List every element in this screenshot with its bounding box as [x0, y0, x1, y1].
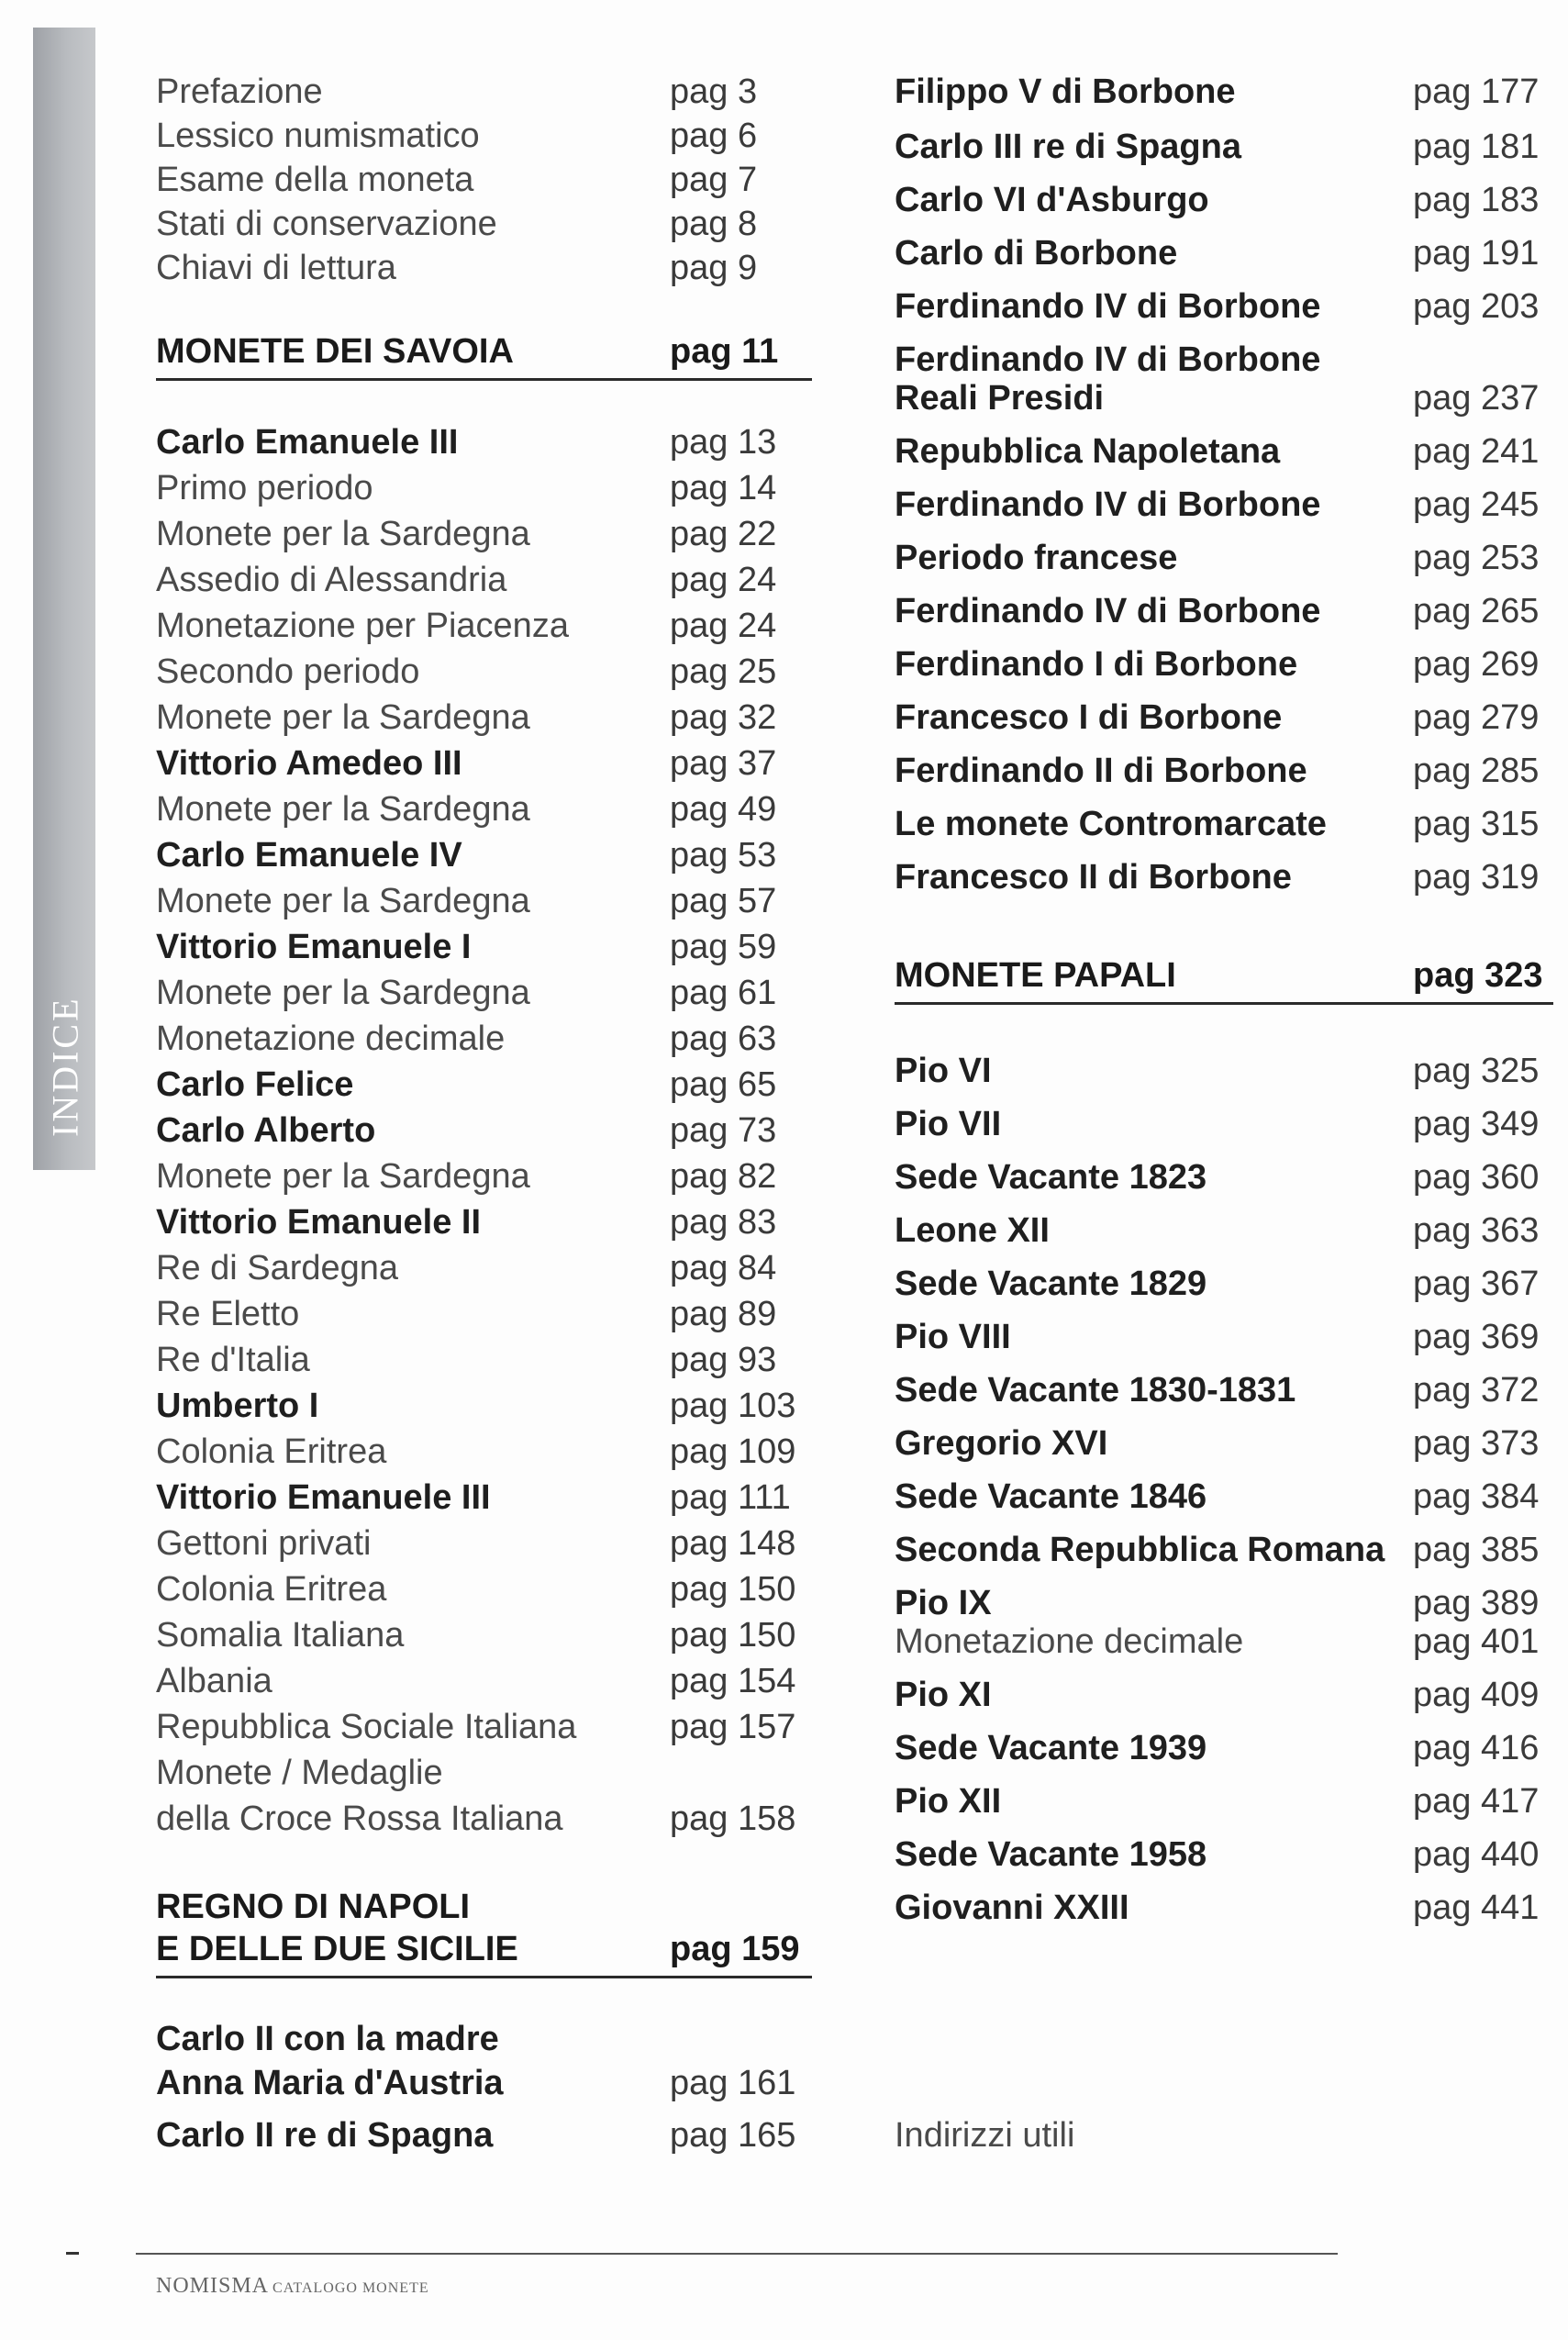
toc-entry-label: Monete per la Sardegna — [156, 698, 530, 737]
toc-entry-label: Assedio di Alessandria — [156, 561, 507, 599]
toc-entry-page: pag 61 — [670, 974, 777, 1012]
toc-entry-page: pag 13 — [670, 423, 777, 462]
toc-entry-page: pag 279 — [1413, 698, 1540, 737]
toc-entry-label: Pio VI — [895, 1052, 992, 1090]
toc-entry-page: pag 372 — [1413, 1371, 1540, 1410]
toc-entry-label: Pio XII — [895, 1782, 1002, 1821]
toc-entry-label: Carlo Emanuele IV — [156, 836, 462, 875]
toc-entry-label: Carlo Emanuele III — [156, 423, 459, 462]
toc-entry-label: Carlo II con la madre — [156, 2020, 499, 2058]
toc-entry-page: pag 9 — [670, 249, 758, 287]
toc-entry-label: Somalia Italiana — [156, 1616, 405, 1655]
side-tab-label: INDICE — [44, 996, 86, 1137]
toc-entry-label: Chiavi di lettura — [156, 249, 396, 287]
toc-entry-page: pag 389 — [1413, 1584, 1540, 1622]
toc-entry-page: pag 8 — [670, 205, 758, 243]
toc-entry-label: Monetazione decimale — [156, 1020, 506, 1058]
toc-entry-page: pag 73 — [670, 1111, 777, 1150]
toc-entry-page: pag 7 — [670, 161, 758, 199]
toc-entry-page: pag 150 — [670, 1616, 796, 1655]
toc-entry-label: Vittorio Emanuele I — [156, 928, 472, 966]
toc-entry-label: Monete per la Sardegna — [156, 790, 530, 829]
section-page-number: pag 323 — [1413, 956, 1543, 995]
toc-entry-label: Filippo V di Borbone — [895, 72, 1236, 111]
toc-entry-label: Repubblica Sociale Italiana — [156, 1708, 577, 1746]
section-rule — [895, 1002, 1553, 1005]
toc-entry-label: Monete per la Sardegna — [156, 974, 530, 1012]
toc-entry-label: Monete per la Sardegna — [156, 1157, 530, 1196]
toc-entry-page: pag 349 — [1413, 1105, 1540, 1143]
toc-entry-label: Francesco I di Borbone — [895, 698, 1283, 737]
toc-entry-label: Vittorio Emanuele II — [156, 1203, 482, 1242]
toc-entry-page: pag 384 — [1413, 1477, 1540, 1516]
section-page-number: pag 11 — [670, 332, 779, 371]
toc-entry-page: pag 65 — [670, 1065, 777, 1104]
toc-entry-page: pag 14 — [670, 469, 777, 507]
toc-entry-label: Sede Vacante 1846 — [895, 1477, 1207, 1516]
toc-entry-label: Lessico numismatico — [156, 117, 480, 155]
section-rule — [156, 1976, 812, 1978]
toc-entry-page: pag 360 — [1413, 1158, 1540, 1197]
toc-entry-page: pag 150 — [670, 1570, 796, 1609]
toc-entry-page: pag 325 — [1413, 1052, 1540, 1090]
footer-rule — [136, 2253, 1338, 2255]
toc-entry-page: pag 89 — [670, 1295, 777, 1333]
section-heading: MONETE PAPALI — [895, 956, 1176, 995]
toc-entry-page: pag 417 — [1413, 1782, 1540, 1821]
toc-entry-page: pag 154 — [670, 1662, 796, 1700]
toc-entry-label: Stati di conservazione — [156, 205, 497, 243]
toc-entry-page: pag 401 — [1413, 1622, 1540, 1661]
toc-entry-page: pag 148 — [670, 1524, 796, 1563]
toc-entry-label: Ferdinando IV di Borbone — [895, 287, 1321, 326]
toc-entry-page: pag 161 — [670, 2064, 796, 2102]
toc-entry-page: pag 49 — [670, 790, 777, 829]
toc-entry-label: Reali Presidi — [895, 379, 1105, 418]
toc-entry-label: Gettoni privati — [156, 1524, 372, 1563]
toc-entry-label: Ferdinando IV di Borbone — [895, 485, 1321, 524]
toc-entry-label: Francesco II di Borbone — [895, 858, 1292, 897]
toc-entry-page: pag 385 — [1413, 1531, 1540, 1569]
toc-entry-page: pag 59 — [670, 928, 777, 966]
toc-entry-label: Ferdinando IV di Borbone — [895, 340, 1321, 379]
toc-entry-label: Monete per la Sardegna — [156, 515, 530, 553]
footer-brand: NOMISMA — [156, 2274, 270, 2298]
toc-entry-page: pag 237 — [1413, 379, 1540, 418]
toc-entry-label: Pio VIII — [895, 1318, 1011, 1356]
toc-entry-label: Ferdinando II di Borbone — [895, 752, 1307, 790]
section-heading: MONETE DEI SAVOIA — [156, 332, 514, 371]
footer — [156, 2274, 429, 2299]
toc-entry-label: Sede Vacante 1829 — [895, 1265, 1207, 1303]
toc-entry-page: pag 24 — [670, 607, 777, 645]
toc-entry-page: pag 369 — [1413, 1318, 1540, 1356]
toc-entry-page: pag 165 — [670, 2116, 796, 2155]
toc-entry-label: Re d'Italia — [156, 1341, 310, 1379]
toc-entry-page: pag 32 — [670, 698, 777, 737]
toc-entry-page: pag 83 — [670, 1203, 777, 1242]
toc-entry-page: pag 416 — [1413, 1729, 1540, 1767]
toc-entry-page: pag 319 — [1413, 858, 1540, 897]
toc-entry-label: Carlo III re di Spagna — [895, 128, 1241, 166]
toc-entry-label: Esame della moneta — [156, 161, 474, 199]
toc-entry-label: Indirizzi utili — [895, 2116, 1075, 2155]
toc-entry-page: pag 82 — [670, 1157, 777, 1196]
toc-entry-page: pag 177 — [1413, 72, 1540, 111]
toc-entry-label: della Croce Rossa Italiana — [156, 1800, 563, 1838]
section-heading-line2: E DELLE DUE SICILIE — [156, 1930, 518, 1968]
footer-sub-brand: CATALOGO MONETE — [272, 2280, 429, 2296]
toc-entry-page: pag 22 — [670, 515, 777, 553]
toc-entry-page: pag 315 — [1413, 805, 1540, 843]
toc-entry-page: pag 241 — [1413, 432, 1540, 471]
toc-entry-label: Re di Sardegna — [156, 1249, 399, 1287]
toc-entry-label: Albania — [156, 1662, 272, 1700]
toc-entry-page: pag 63 — [670, 1020, 777, 1058]
section-heading: REGNO DI NAPOLI — [156, 1888, 471, 1926]
toc-entry-label: Carlo Alberto — [156, 1111, 376, 1150]
toc-entry-label: Sede Vacante 1830-1831 — [895, 1371, 1296, 1410]
toc-entry-label: Vittorio Emanuele III — [156, 1478, 491, 1517]
toc-entry-page: pag 6 — [670, 117, 758, 155]
toc-entry-label: Repubblica Napoletana — [895, 432, 1281, 471]
toc-entry-label: Ferdinando I di Borbone — [895, 645, 1298, 684]
toc-entry-page: pag 3 — [670, 72, 758, 111]
toc-entry-label: Monetazione decimale — [895, 1622, 1244, 1661]
toc-entry-page: pag 285 — [1413, 752, 1540, 790]
toc-entry-label: Primo periodo — [156, 469, 373, 507]
toc-entry-label: Sede Vacante 1823 — [895, 1158, 1207, 1197]
toc-entry-label: Anna Maria d'Austria — [156, 2064, 504, 2102]
toc-entry-label: Pio IX — [895, 1584, 992, 1622]
toc-entry-page: pag 409 — [1413, 1676, 1540, 1714]
toc-entry-page: pag 245 — [1413, 485, 1540, 524]
footer-mark — [66, 2252, 79, 2255]
toc-entry-label: Ferdinando IV di Borbone — [895, 592, 1321, 630]
toc-entry-page: pag 93 — [670, 1341, 777, 1379]
toc-entry-page: pag 103 — [670, 1387, 796, 1425]
toc-entry-page: pag 440 — [1413, 1835, 1540, 1874]
toc-entry-page: pag 191 — [1413, 234, 1540, 273]
toc-entry-label: Prefazione — [156, 72, 323, 111]
toc-entry-page: pag 24 — [670, 561, 777, 599]
section-page-number: pag 159 — [670, 1930, 800, 1968]
toc-entry-page: pag 367 — [1413, 1265, 1540, 1303]
toc-entry-label: Pio VII — [895, 1105, 1002, 1143]
toc-entry-label: Secondo periodo — [156, 652, 420, 691]
toc-entry-label: Re Eletto — [156, 1295, 300, 1333]
toc-entry-page: pag 183 — [1413, 181, 1540, 219]
toc-entry-label: Colonia Eritrea — [156, 1570, 387, 1609]
toc-entry-label: Carlo II re di Spagna — [156, 2116, 494, 2155]
toc-entry-page: pag 84 — [670, 1249, 777, 1287]
toc-entry-page: pag 53 — [670, 836, 777, 875]
toc-entry-page: pag 265 — [1413, 592, 1540, 630]
toc-entry-page: pag 25 — [670, 652, 777, 691]
toc-entry-page: pag 441 — [1413, 1889, 1540, 1927]
toc-entry-label: Monete / Medaglie — [156, 1754, 443, 1792]
toc-entry-page: pag 158 — [670, 1800, 796, 1838]
toc-entry-page: pag 373 — [1413, 1424, 1540, 1463]
toc-entry-label: Gregorio XVI — [895, 1424, 1108, 1463]
toc-entry-label: Colonia Eritrea — [156, 1432, 387, 1471]
toc-entry-label: Carlo Felice — [156, 1065, 354, 1104]
toc-entry-page: pag 157 — [670, 1708, 796, 1746]
section-rule — [156, 378, 812, 381]
toc-entry-label: Carlo VI d'Asburgo — [895, 181, 1209, 219]
toc-entry-label: Carlo di Borbone — [895, 234, 1178, 273]
toc-entry-page: pag 37 — [670, 744, 777, 783]
toc-entry-page: pag 363 — [1413, 1211, 1540, 1250]
toc-entry-label: Monetazione per Piacenza — [156, 607, 569, 645]
toc-entry-page: pag 111 — [670, 1478, 791, 1517]
toc-entry-page: pag 181 — [1413, 128, 1540, 166]
toc-entry-label: Le monete Contromarcate — [895, 805, 1327, 843]
toc-entry-label: Giovanni XXIII — [895, 1889, 1129, 1927]
toc-entry-label: Sede Vacante 1958 — [895, 1835, 1207, 1874]
toc-entry-label: Pio XI — [895, 1676, 992, 1714]
toc-entry-label: Periodo francese — [895, 539, 1178, 577]
toc-entry-page: pag 253 — [1413, 539, 1540, 577]
toc-entry-page: pag 109 — [670, 1432, 796, 1471]
toc-entry-label: Monete per la Sardegna — [156, 882, 530, 920]
toc-entry-label: Sede Vacante 1939 — [895, 1729, 1207, 1767]
toc-entry-label: Seconda Repubblica Romana — [895, 1531, 1385, 1569]
toc-entry-label: Umberto I — [156, 1387, 319, 1425]
toc-entry-page: pag 203 — [1413, 287, 1540, 326]
toc-entry-label: Vittorio Amedeo III — [156, 744, 462, 783]
toc-entry-page: pag 57 — [670, 882, 777, 920]
toc-entry-page: pag 269 — [1413, 645, 1540, 684]
toc-entry-label: Leone XII — [895, 1211, 1050, 1250]
